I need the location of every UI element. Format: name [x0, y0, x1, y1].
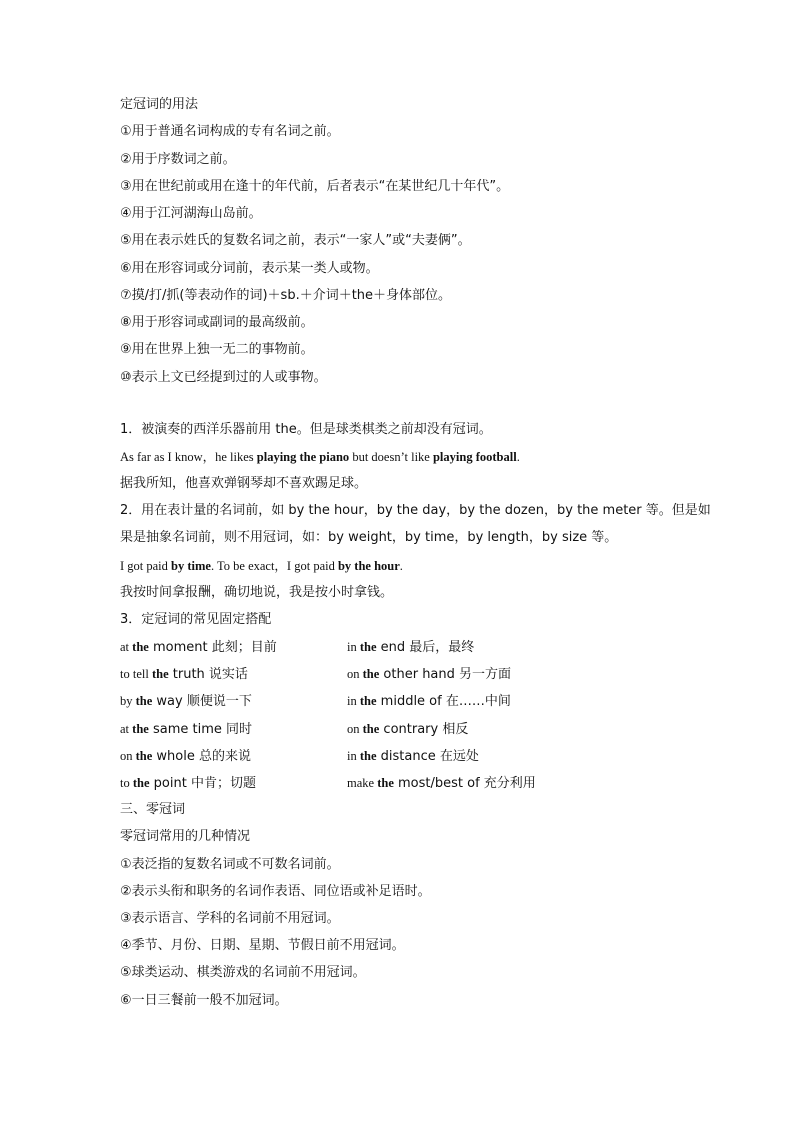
- note2-translation: 我按时间拿报酬，确切地说，我是按小时拿钱。: [120, 585, 394, 600]
- note1-translation: 据我所知，他喜欢弹钢琴却不喜欢踢足球。: [120, 476, 368, 491]
- phrase-right: make the most/best of 充分利用: [347, 776, 536, 791]
- note2-line1: 2．用在表计量的名词前，如 by the hour，by the day，by the dozen，by the meter 等。但是如: [120, 503, 711, 518]
- phrase-left: to the point 中肯；切题: [120, 776, 256, 791]
- zero-article-item: ①表泛指的复数名词或不可数名词前。: [120, 857, 340, 872]
- zero-article-item: ③表示语言、学科的名词前不用冠词。: [120, 911, 340, 926]
- zero-article-item: ④季节、月份、日期、星期、节假日前不用冠词。: [120, 938, 405, 953]
- phrase-left: to tell the truth 说实话: [120, 667, 248, 682]
- zero-article-item: ⑤球类运动、棋类游戏的名词前不用冠词。: [120, 965, 366, 980]
- usage-item: ⑨用在世界上独一无二的事物前。: [120, 342, 314, 357]
- section-title: 定冠词的用法: [120, 97, 199, 112]
- phrase-left: by the way 顺便说一下: [120, 694, 252, 709]
- phrase-right: in the distance 在远处: [347, 749, 479, 764]
- usage-item: ①用于普通名词构成的专有名词之前。: [120, 124, 340, 139]
- zero-article-subheading: 零冠词常用的几种情况: [120, 829, 251, 844]
- note2-line2: 果是抽象名词前，则不用冠词，如：by weight，by time，by length，by size 等。: [120, 530, 618, 545]
- phrase-left: at the same time 同时: [120, 722, 252, 737]
- usage-item: ⑥用在形容词或分词前，表示某一类人或物。: [120, 261, 379, 276]
- zero-article-heading: 三、零冠词: [120, 802, 186, 817]
- usage-item: ⑩表示上文已经提到过的人或事物。: [120, 370, 327, 385]
- note1-heading: 1．被演奏的西洋乐器前用 the。但是球类棋类之前却没有冠词。: [120, 422, 492, 437]
- usage-item: ⑤用在表示姓氏的复数名词之前，表示“一家人”或“夫妻俩”。: [120, 233, 471, 248]
- usage-item: ⑧用于形容词或副词的最高级前。: [120, 315, 314, 330]
- note1-example: As far as I know，he likes playing the piano but doesn’t like playing football.: [120, 450, 520, 464]
- zero-article-item: ⑥一日三餐前一般不加冠词。: [120, 993, 288, 1008]
- usage-item: ⑦摸/打/抓(等表动作的词)＋sb.＋介词＋the＋身体部位。: [120, 288, 452, 303]
- phrase-right: in the middle of 在……中间: [347, 694, 511, 709]
- usage-item: ③用在世纪前或用在逢十的年代前，后者表示“在某世纪几十年代”。: [120, 179, 510, 194]
- phrase-left: on the whole 总的来说: [120, 749, 251, 764]
- usage-item: ④用于江河湖海山岛前。: [120, 206, 262, 221]
- zero-article-item: ②表示头衔和职务的名词作表语、同位语或补足语时。: [120, 884, 431, 899]
- phrase-left: at the moment 此刻；目前: [120, 640, 277, 655]
- phrase-right: on the contrary 相反: [347, 722, 469, 737]
- phrase-right: on the other hand 另一方面: [347, 667, 512, 682]
- note2-example: I got paid by time. To be exact，I got paid by the hour.: [120, 559, 403, 573]
- phrase-right: in the end 最后，最终: [347, 640, 475, 655]
- note3-heading: 3．定冠词的常见固定搭配: [120, 612, 272, 627]
- usage-item: ②用于序数词之前。: [120, 152, 236, 167]
